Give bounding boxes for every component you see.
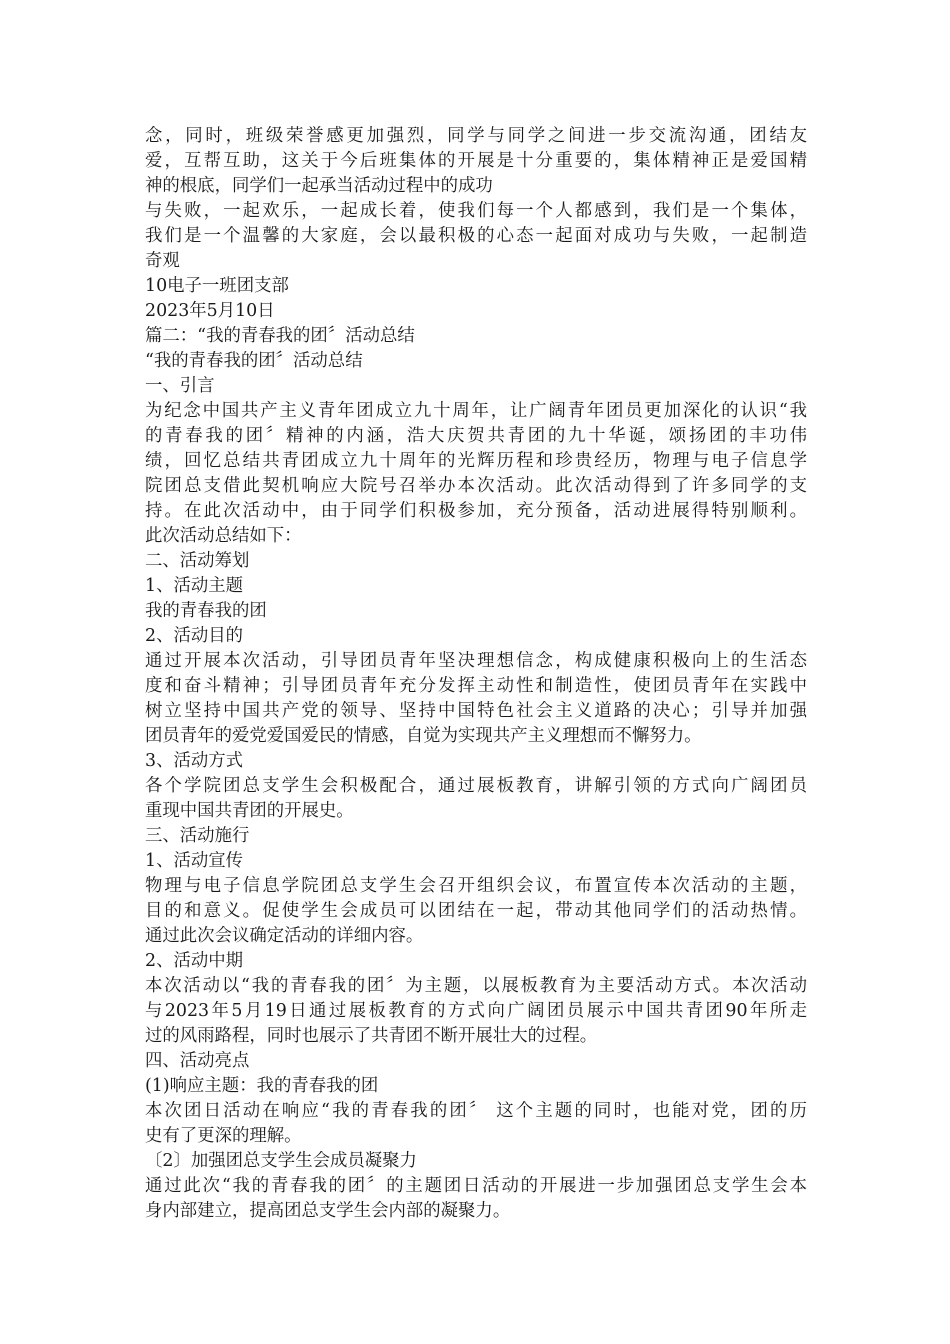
text-line: 爱，互帮互助，这关于今后班集体的开展是十分重要的，集体精神正是爱国精: [145, 151, 807, 171]
text-line: 与2023年5月19日通过展板教育的方式向广阔团员展示中国共青团90年所走: [145, 1001, 807, 1021]
text-line: 二、活动筹划: [145, 551, 250, 571]
text-line: 〔2〕加强团总支学生会成员凝聚力: [145, 1151, 417, 1171]
text-line: 1、活动主题: [145, 576, 244, 596]
text-line: 物理与电子信息学院团总支学生会召开组织会议，布置宣传本次活动的主题，: [145, 876, 807, 896]
text-line: (1)响应主题：我的青春我的团: [145, 1076, 379, 1096]
text-line: 1、活动宣传: [145, 851, 244, 871]
text-line: 我们是一个温馨的大家庭，会以最积极的心态一起面对成功与失败，一起制造: [145, 226, 807, 246]
text-line: 奇观: [145, 251, 180, 271]
text-line: 持。在此次活动中，由于同学们积极参加，充分预备，活动进展得特别顺利。: [145, 501, 807, 521]
text-line: 过的风雨路程，同时也展示了共青团不断开展壮大的过程。: [145, 1026, 598, 1046]
text-line: 2023年5月10日: [145, 301, 275, 321]
text-line: 各个学院团总支学生会积极配合，通过展板教育，讲解引领的方式向广阔团员: [145, 776, 807, 796]
document-body: [145, 124, 807, 1224]
text-line: 一、引言: [145, 376, 215, 396]
text-line: 的青春我的团〞精神的内涵，浩大庆贺共青团的九十华诞，颂扬团的丰功伟: [145, 426, 807, 446]
text-line: 绩，回忆总结共青团成立九十周年的光辉历程和珍贵经历，物理与电子信息学: [145, 451, 807, 471]
text-line: 三、活动施行: [145, 826, 250, 846]
text-line: 2、活动目的: [145, 626, 244, 646]
text-line: 院团总支借此契机响应大院号召举办本次活动。此次活动得到了许多同学的支: [145, 476, 807, 496]
text-line: 我的青春我的团: [145, 601, 267, 621]
text-line: 重现中国共青团的开展史。: [145, 801, 354, 821]
text-line: 通过此次会议确定活动的详细内容。: [145, 926, 424, 946]
text-line: 团员青年的爱党爱国爱民的情感，自觉为实现共产主义理想而不懈努力。: [145, 726, 702, 746]
text-line: 与失败，一起欢乐，一起成长着，使我们每一个人都感到，我们是一个集体，: [145, 201, 807, 221]
text-line: 树立坚持中国共产党的领导、坚持中国特色社会主义道路的决心；引导并加强: [145, 701, 807, 721]
text-line: 目的和意义。促使学生会成员可以团结在一起，带动其他同学们的活动热情。: [145, 901, 807, 921]
text-line: 史有了更深的理解。: [145, 1126, 302, 1146]
text-line: 四、活动亮点: [145, 1051, 250, 1071]
text-line: 本次团日活动在响应“我的青春我的团〞 这个主题的同时，也能对党，团的历: [145, 1101, 807, 1121]
text-line: 3、活动方式: [145, 751, 244, 771]
text-line: 度和奋斗精神；引导团员青年充分发挥主动性和制造性，使团员青年在实践中: [145, 676, 807, 696]
text-line: 为纪念中国共产主义青年团成立九十周年，让广阔青年团员更加深化的认识“我: [145, 401, 807, 421]
text-line: “我的青春我的团〞活动总结: [145, 351, 363, 371]
text-line: 此次活动总结如下：: [145, 526, 302, 546]
text-line: 通过此次“我的青春我的团〞的主题团日活动的开展进一步加强团总支学生会本: [145, 1176, 807, 1196]
text-line: 通过开展本次活动，引导团员青年坚决理想信念，构成健康积极向上的生活态: [145, 651, 807, 671]
text-line: 神的根底，同学们一起承当活动过程中的成功: [145, 176, 493, 196]
text-line: 2、活动中期: [145, 951, 244, 971]
text-line: 本次活动以“我的青春我的团〞为主题，以展板教育为主要活动方式。本次活动: [145, 976, 807, 996]
text-line: 10电子一班团支部: [145, 276, 289, 296]
text-line: 念，同时，班级荣誉感更加强烈，同学与同学之间进一步交流沟通，团结友: [145, 126, 807, 146]
text-line: 篇二：“我的青春我的团〞活动总结: [145, 326, 415, 346]
text-line: 身内部建立，提高团总支学生会内部的凝聚力。: [145, 1201, 511, 1221]
